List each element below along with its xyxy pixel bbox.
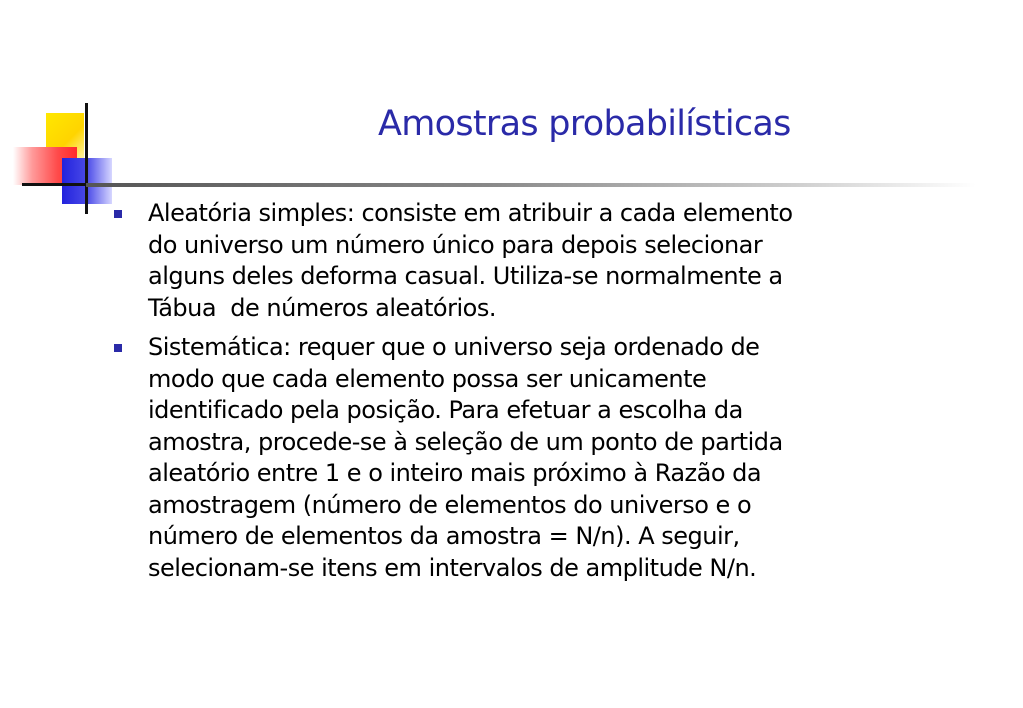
bullet-line: Sistemática: requer que o universo seja ordenado de	[148, 333, 760, 361]
bullet-item-aleatoria-simples	[112, 198, 912, 324]
bullet-line: do universo um número único para depois selecionar	[148, 230, 763, 259]
bullet-line: identificado pela posição. Para efetuar a escolha da	[148, 396, 743, 424]
slide-content	[112, 198, 912, 592]
bullet-line: Aleatória simples: consiste em atribuir a cada elemento	[148, 199, 793, 227]
logo-vertical-line	[85, 103, 88, 214]
bullet-line: amostra, procede-se à seleção de um ponto de partida	[148, 427, 783, 456]
square-bullet-icon	[114, 210, 122, 218]
bullet-line: modo que cada elemento possa ser unicamente	[148, 364, 707, 393]
bullet-line: amostragem (número de elementos do universo e o	[148, 490, 752, 519]
title-divider	[86, 183, 976, 187]
bullet-line: selecionam-se itens em intervalos de amplitude N/n.	[148, 553, 757, 582]
bullet-item-sistematica	[112, 332, 912, 584]
slide-title: Amostras probabilísticas	[378, 104, 791, 144]
bullet-line: Tábua de números aleatórios.	[148, 293, 496, 322]
bullet-line: aleatório entre 1 e o inteiro mais próximo à Razão da	[148, 459, 762, 487]
square-bullet-icon	[114, 344, 122, 352]
bullet-line: alguns deles deforma casual. Utiliza-se normalmente a	[148, 262, 783, 290]
bullet-line: número de elementos da amostra = N/n). A seguir,	[148, 522, 740, 550]
